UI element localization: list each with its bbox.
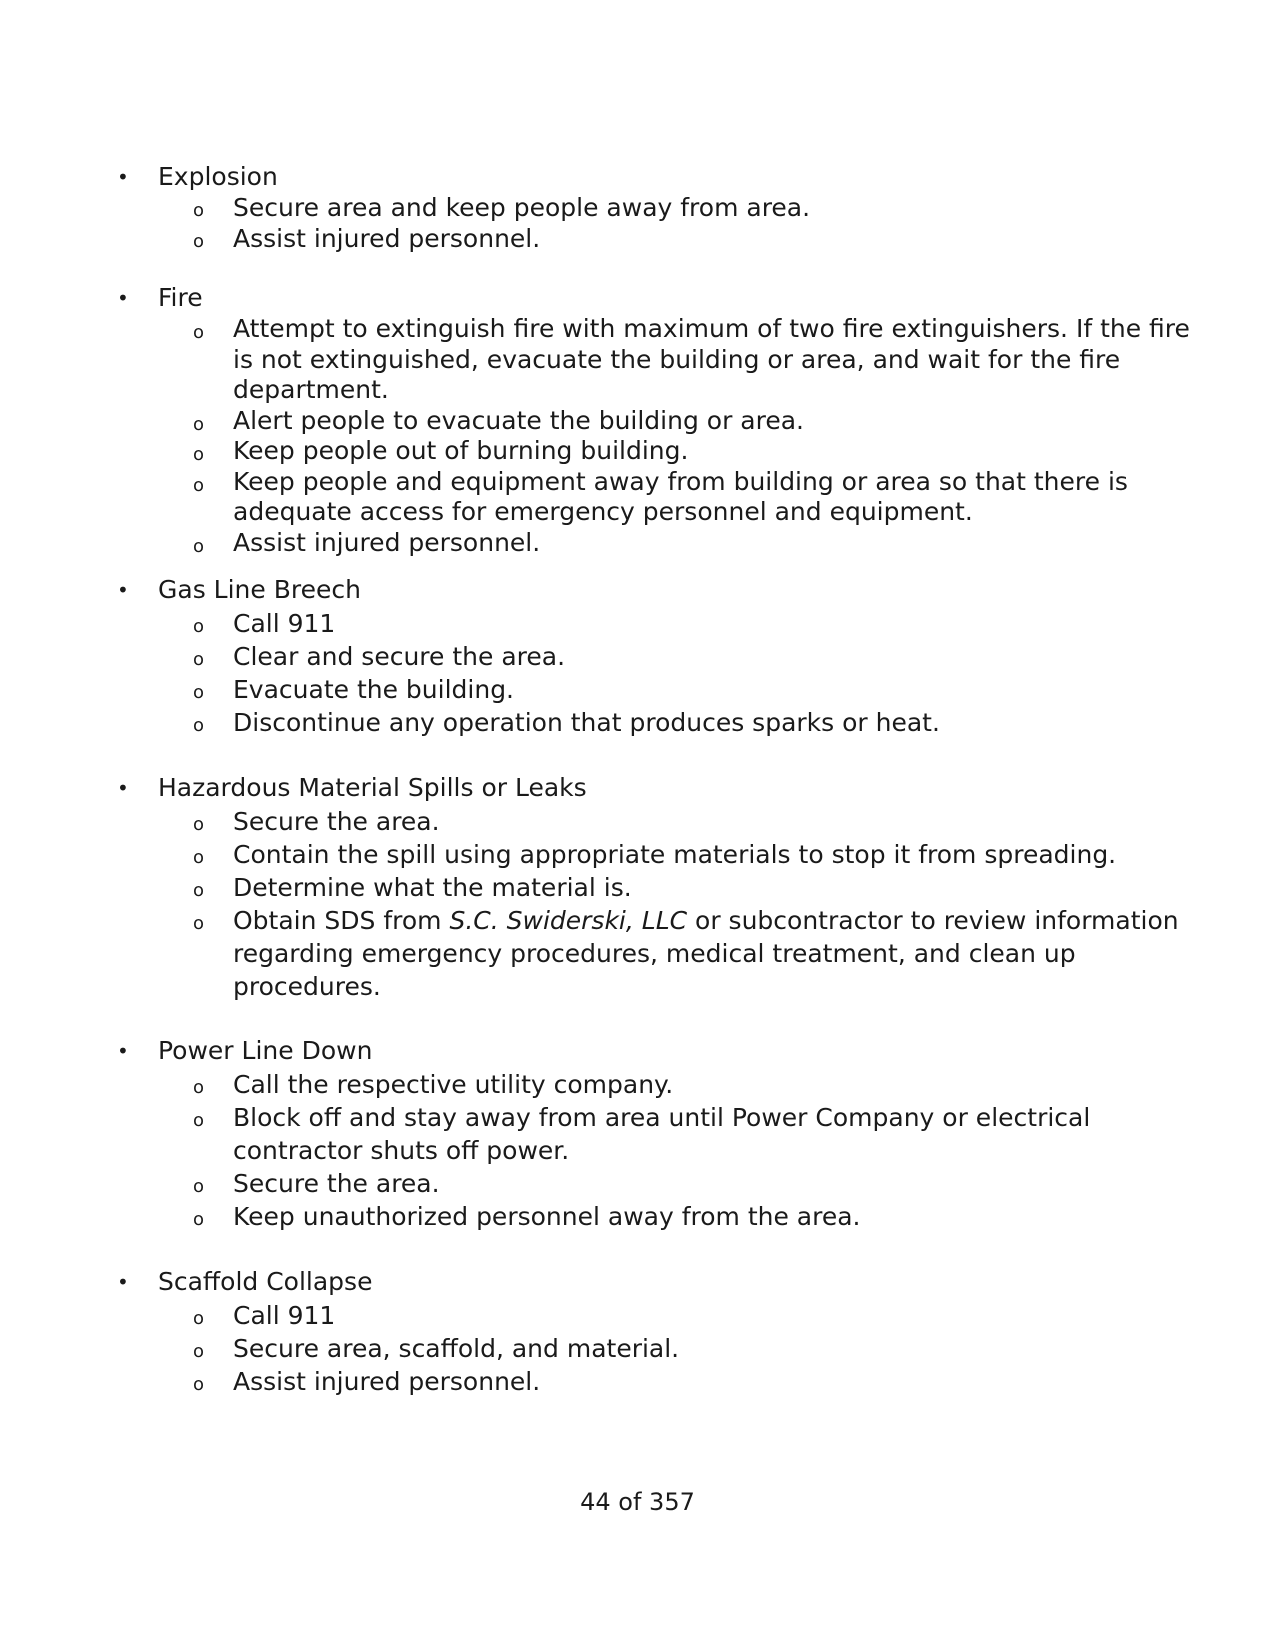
- list-item: [0, 436, 1275, 467]
- list-item: [0, 805, 1275, 838]
- bullet-icon: •: [117, 165, 129, 189]
- bullet-icon: •: [117, 1270, 129, 1294]
- sub-bullet-icon: o: [193, 200, 205, 221]
- list-item: [0, 528, 1275, 559]
- bullet-icon: •: [117, 776, 129, 800]
- sub-bullet-icon: o: [193, 616, 205, 637]
- bullet-icon: •: [117, 286, 129, 310]
- item-list: [0, 1068, 1275, 1233]
- list-item: [0, 406, 1275, 437]
- list-item: [0, 467, 1275, 528]
- item-list: [0, 192, 1275, 254]
- list-item-text: Assist injured personnel.: [233, 224, 541, 253]
- list-item-text: Call 911: [233, 609, 336, 638]
- section-heading: Power Line Down: [158, 1036, 373, 1065]
- list-item-text: Call the respective utility company.: [233, 1070, 674, 1099]
- sub-bullet-icon: o: [193, 1110, 205, 1131]
- company-name: S.C. Swiderski, LLC: [449, 906, 688, 935]
- list-item-text: Evacuate the building.: [233, 675, 515, 704]
- item-list: [0, 1299, 1275, 1398]
- list-item: [0, 192, 1275, 223]
- section-heading: Gas Line Breech: [158, 575, 361, 604]
- bullet-icon: •: [117, 578, 129, 602]
- list-item: [0, 223, 1275, 254]
- sub-bullet-icon: o: [193, 913, 205, 934]
- list-item: [0, 1299, 1275, 1332]
- sub-bullet-icon: o: [193, 1341, 205, 1362]
- list-item-text-prefix: Obtain SDS from: [233, 906, 450, 935]
- list-item: [0, 640, 1275, 673]
- list-item-text: Keep unauthorized personnel away from the area.: [233, 1202, 861, 1231]
- page-number: 44 of 357: [580, 1488, 695, 1516]
- list-item: [0, 314, 1275, 406]
- list-item-text: Discontinue any operation that produces sparks or heat.: [233, 708, 940, 737]
- sub-bullet-icon: o: [193, 847, 205, 868]
- list-item: [0, 838, 1275, 871]
- sub-bullet-icon: o: [193, 1209, 205, 1230]
- list-item-text: Assist injured personnel.: [233, 527, 541, 557]
- list-item: [0, 607, 1275, 640]
- list-item-text: Keep people out of burning building.: [233, 436, 689, 465]
- sub-bullet-icon: o: [193, 1308, 205, 1329]
- bullet-icon: •: [117, 1039, 129, 1063]
- sub-bullet-icon: o: [193, 715, 205, 736]
- list-item-text: Secure area, scaffold, and material.: [233, 1334, 680, 1363]
- list-item: [0, 1332, 1275, 1365]
- list-item-text: Determine what the material is.: [233, 873, 632, 902]
- sub-bullet-icon: o: [193, 1374, 205, 1395]
- list-item-text: Assist injured personnel.: [233, 1367, 541, 1396]
- list-item-text: Contain the spill using appropriate materials to stop it from spreading.: [233, 840, 1117, 869]
- sub-bullet-icon: o: [193, 880, 205, 901]
- list-item-text: Alert people to evacuate the building or area.: [233, 405, 804, 435]
- sub-bullet-icon: o: [193, 1176, 205, 1197]
- list-item: [0, 1200, 1275, 1233]
- list-item: [0, 1101, 1275, 1167]
- item-list: [0, 805, 1275, 1003]
- list-item-text: Clear and secure the area.: [233, 642, 566, 671]
- list-item: [0, 673, 1275, 706]
- sub-bullet-icon: o: [193, 474, 205, 496]
- list-item-text: Secure the area.: [233, 1169, 440, 1198]
- section-heading: Scaffold Collapse: [158, 1267, 373, 1296]
- list-item: [0, 1167, 1275, 1200]
- sub-bullet-icon: o: [193, 535, 205, 557]
- section-heading: Fire: [158, 283, 203, 312]
- list-item-text-suffix: or subcontractor to review information regarding emergency procedures, medical treatment, and clean up procedures.: [233, 906, 1179, 1001]
- list-item: [0, 1068, 1275, 1101]
- sub-bullet-icon: o: [193, 444, 205, 465]
- item-list: [0, 607, 1275, 739]
- sub-bullet-icon: o: [193, 413, 205, 435]
- section-heading: Hazardous Material Spills or Leaks: [158, 773, 587, 802]
- sub-bullet-icon: o: [193, 682, 205, 703]
- sub-bullet-icon: o: [193, 231, 205, 252]
- list-item: [0, 871, 1275, 904]
- list-item-text: Secure the area.: [233, 807, 440, 836]
- list-item: [0, 904, 1275, 1003]
- list-item-text: Block off and stay away from area until Power Company or electrical contractor shuts off power.: [233, 1103, 1091, 1165]
- list-item-text: Attempt to extinguish fire with maximum of two fire extinguishers. If the fire is not extinguished, evacuate the building or area, and wait for the fire department.: [233, 314, 1190, 404]
- list-item: [0, 1365, 1275, 1398]
- list-item-text: Secure area and keep people away from area.: [233, 193, 811, 222]
- item-list: [0, 314, 1275, 558]
- sub-bullet-icon: o: [193, 1077, 205, 1098]
- sub-bullet-icon: o: [193, 649, 205, 670]
- list-item-text: [233, 904, 1193, 1003]
- sub-bullet-icon: o: [193, 322, 205, 343]
- list-item: [0, 706, 1275, 739]
- list-item-text: Call 911: [233, 1301, 336, 1330]
- section-heading: Explosion: [158, 162, 278, 191]
- sub-bullet-icon: o: [193, 814, 205, 835]
- list-item-text: Keep people and equipment away from building or area so that there is adequate access for emergency personnel and equipment.: [233, 466, 1128, 526]
